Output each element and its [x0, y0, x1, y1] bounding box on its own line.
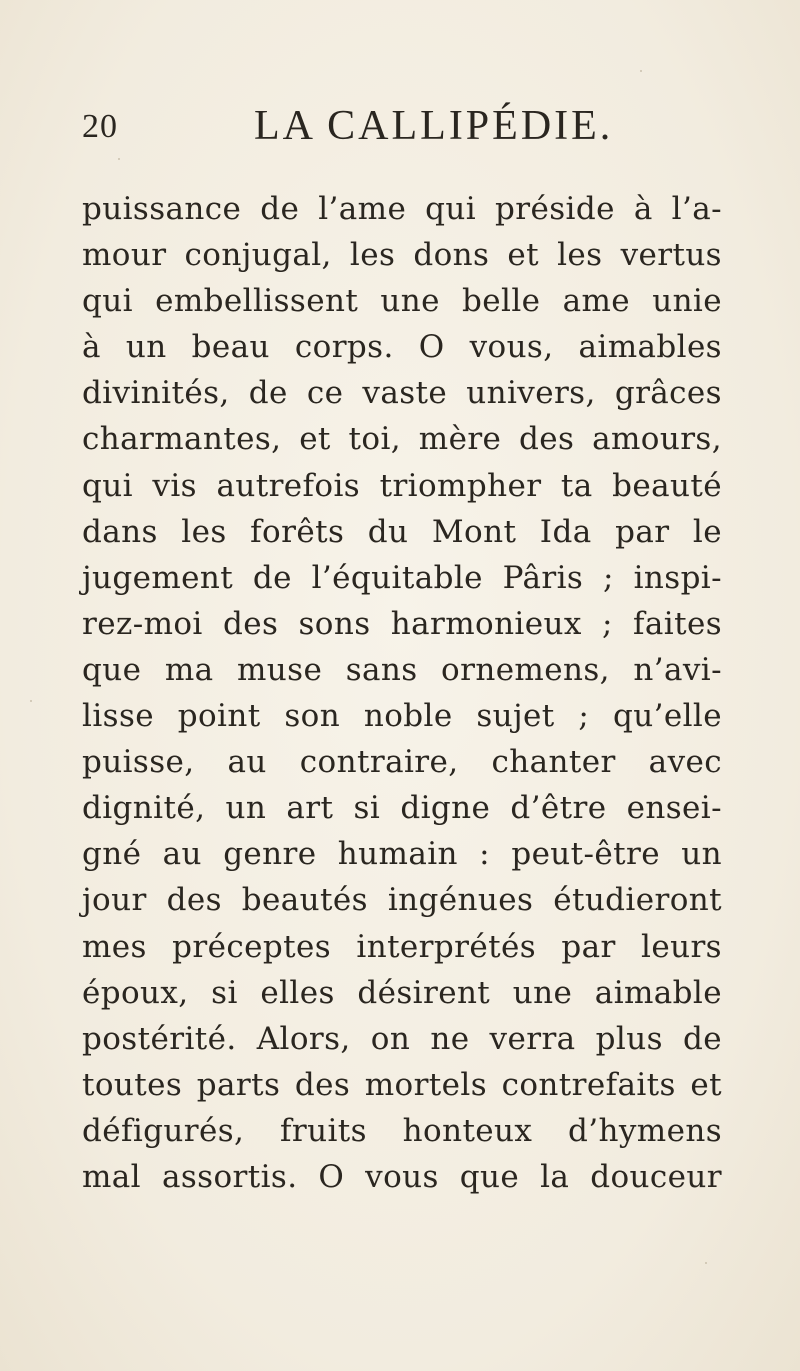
text-line: défigurés, fruits honteux d’hymens — [82, 1112, 722, 1149]
paper-speck — [118, 158, 120, 160]
text-line: jugement de l’équitable Pâris ; inspi- — [82, 559, 722, 596]
paper-speck — [640, 70, 642, 72]
text-line: gné au genre humain : peut-être un — [82, 836, 722, 873]
text-line: jour des beautés ingénues étudieront — [82, 882, 722, 919]
text-line: puissance de l’ame qui préside à l’a- — [82, 191, 722, 227]
text-line: puisse, au contraire, chanter avec — [82, 744, 722, 781]
page-number: 20 — [82, 108, 118, 145]
text-line: à un beau corps. O vous, aimables — [82, 329, 722, 366]
body-text — [82, 186, 722, 1200]
text-line: époux, si elles désirent une aimable — [82, 974, 722, 1011]
text-line: qui vis autrefois triompher ta beauté — [82, 467, 722, 504]
text-line: dans les forêts du Mont Ida par le — [82, 513, 722, 550]
text-line: lisse point son noble sujet ; qu’elle — [82, 698, 722, 735]
text-line: que ma muse sans ornemens, n’avi- — [82, 651, 722, 688]
text-line: rez-moi des sons harmonieux ; faites — [82, 605, 722, 642]
text-line: mes préceptes interprétés par leurs — [82, 928, 722, 965]
text-line: qui embellissent une belle ame unie — [82, 283, 722, 320]
text-line: mal assortis. O vous que la douceur — [82, 1158, 722, 1195]
text-line: divinités, de ce vaste univers, grâces — [82, 375, 722, 412]
running-title: LA CALLIPÉDIE. — [254, 103, 614, 149]
running-head — [82, 100, 722, 160]
text-line: mour conjugal, les dons et les vertus — [82, 237, 722, 274]
text-line: charmantes, et toi, mère des amours, — [82, 421, 722, 458]
text-line: toutes parts des mortels contrefaits et — [82, 1066, 722, 1103]
text-line: dignité, un art si digne d’être ensei- — [82, 790, 722, 827]
paper-speck — [30, 700, 32, 702]
text-line: postérité. Alors, on ne verra plus de — [82, 1020, 722, 1057]
paper-speck — [705, 1262, 707, 1264]
